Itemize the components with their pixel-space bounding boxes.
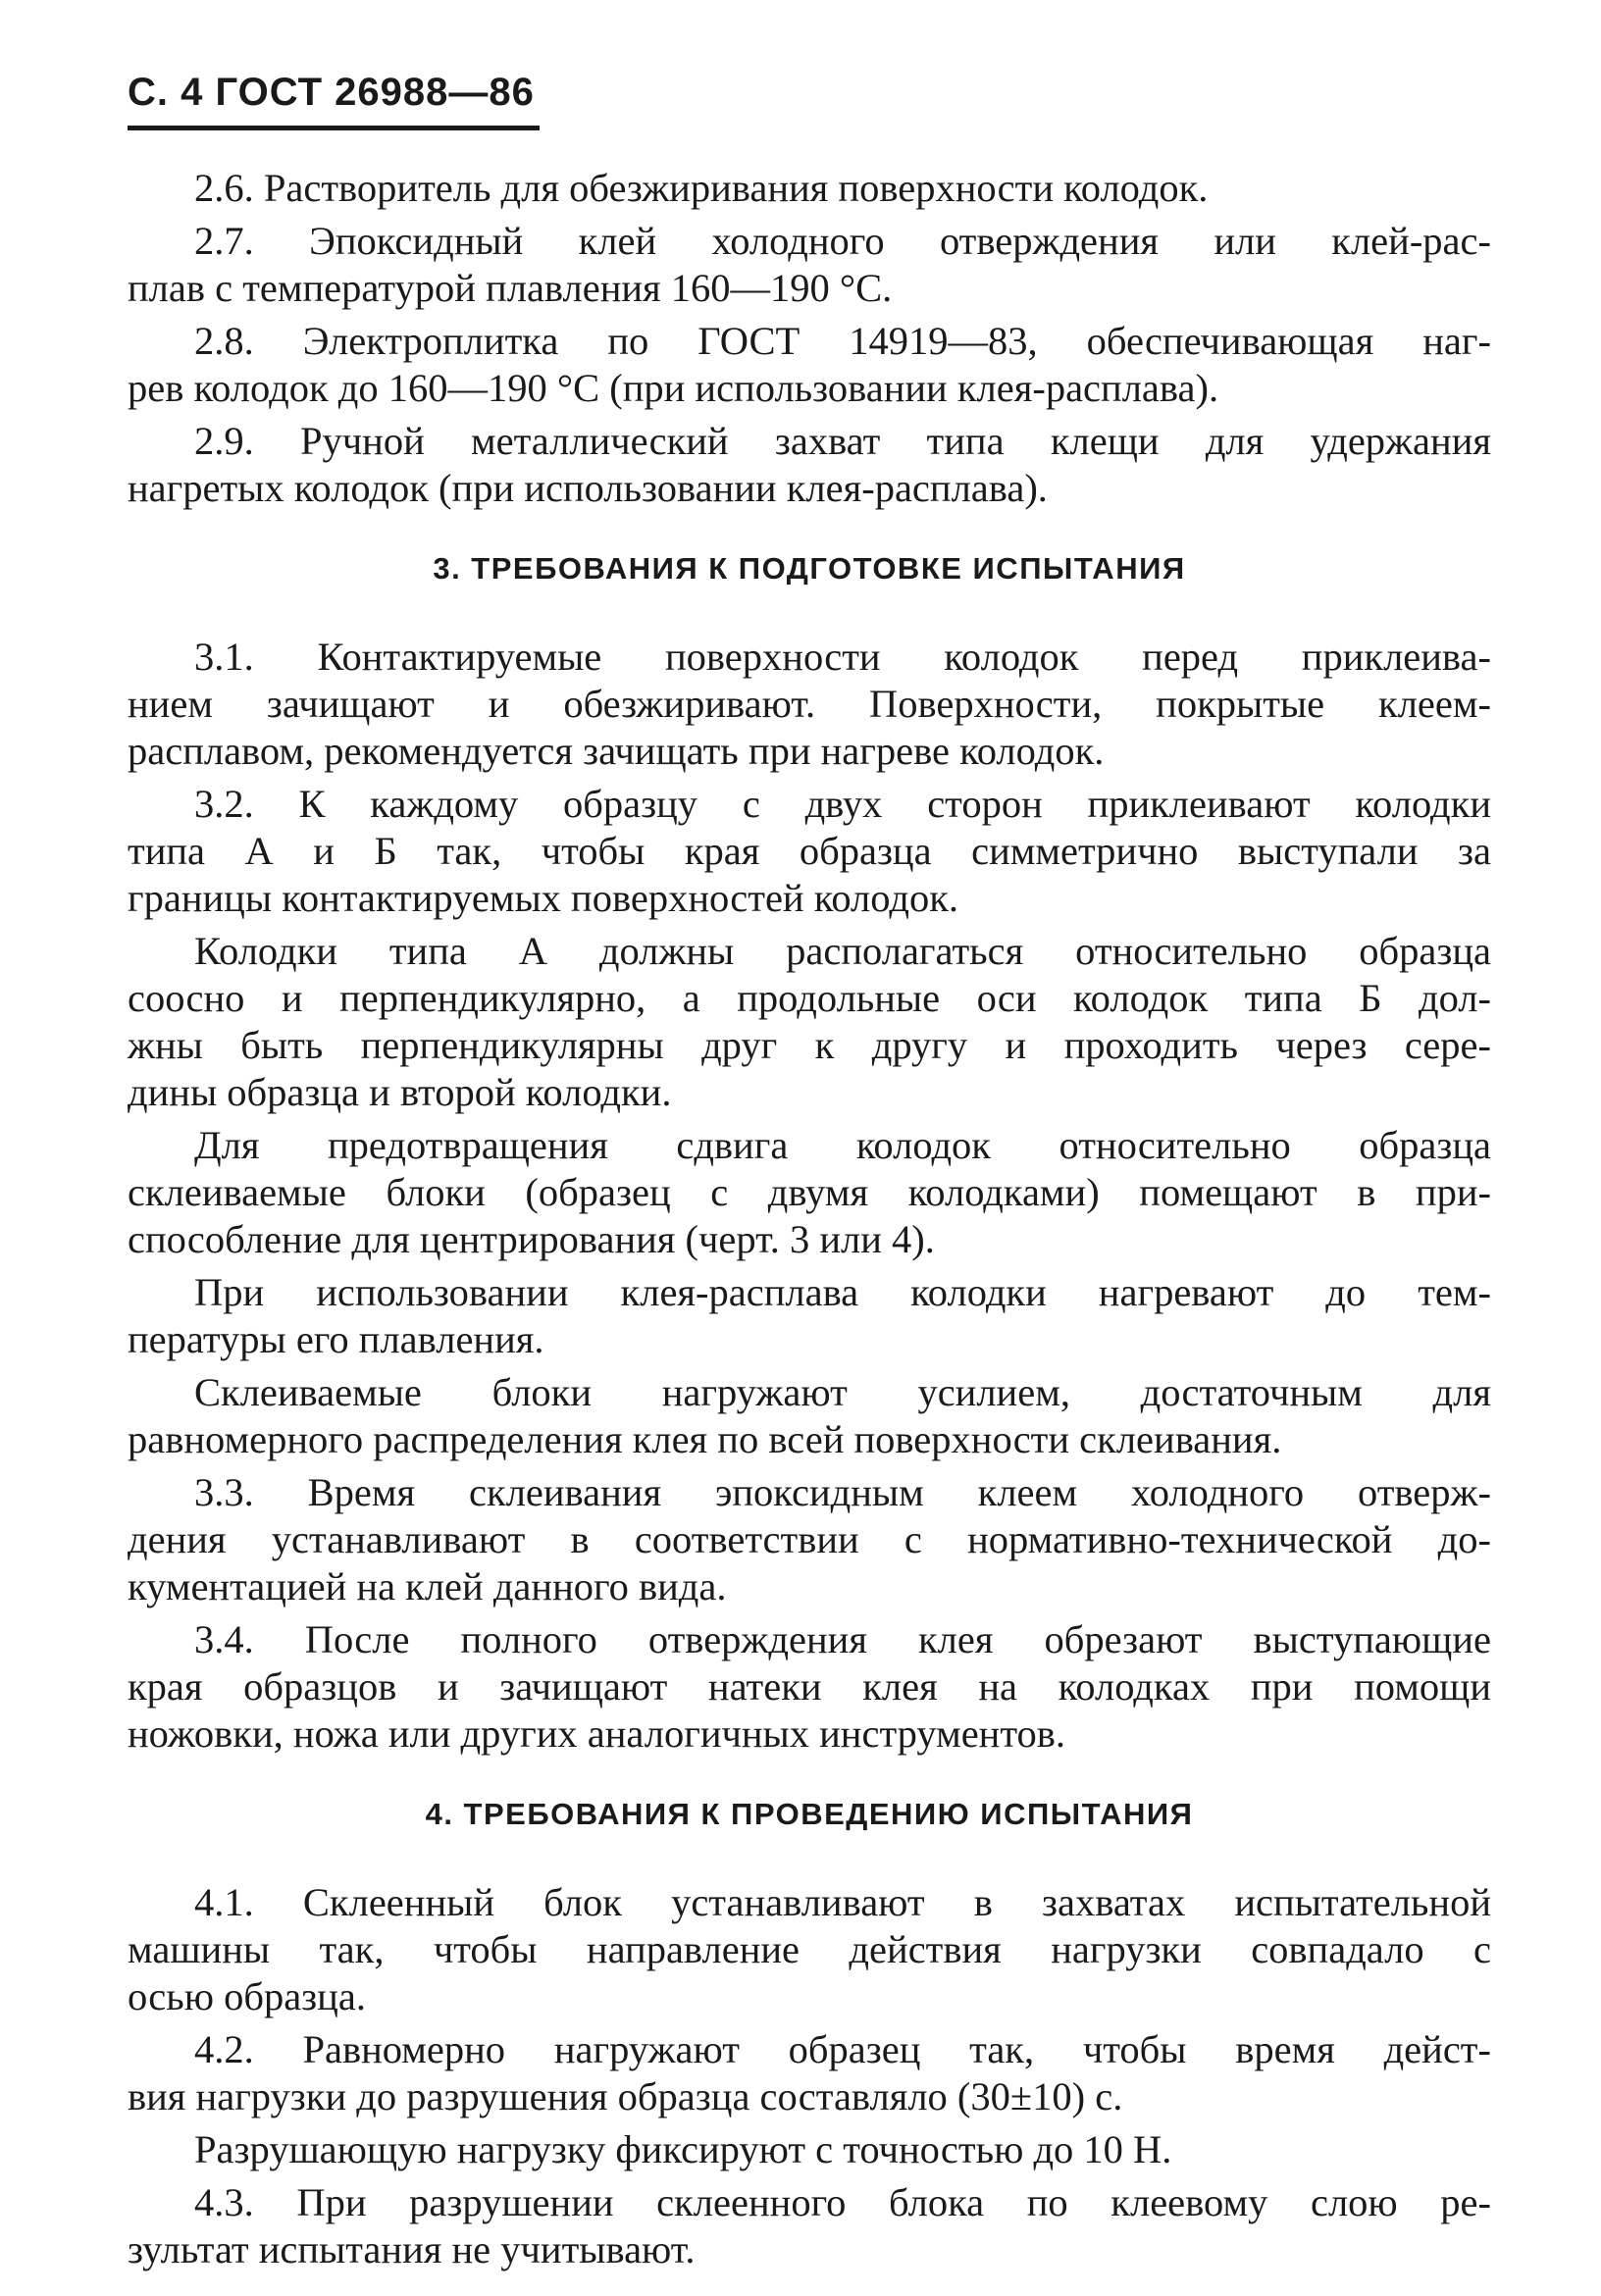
- paragraph: [128, 1122, 1491, 1263]
- text-line: плав с температурой плавления 160—190 °С.: [128, 266, 893, 310]
- text-line: расплавом, рекомендуется зачищать при нагреве колодок.: [128, 729, 1105, 773]
- text-line: типа А и Б так, чтобы края образца симметрично выступали за: [128, 829, 1491, 873]
- text-line: 4.3. При разрушении склеенного блока по клеевому слою ре-: [194, 2180, 1491, 2224]
- paragraph: [128, 218, 1491, 312]
- text-line: машины так, чтобы направление действия нагрузки совпадало с: [128, 1927, 1491, 1971]
- text-line: вия нагрузки до разрушения образца составляло (30±10) с.: [128, 2074, 1123, 2118]
- header-rule: [128, 126, 540, 130]
- text-line: 2.9. Ручной металлический захват типа клещи для удержания: [194, 419, 1491, 463]
- paragraph: [128, 2179, 1491, 2273]
- section-heading: 4. ТРЕБОВАНИЯ К ПРОВЕДЕНИЮ ИСПЫТАНИЯ: [425, 1797, 1194, 1831]
- text-line: нагретых колодок (при использовании клея-расплава).: [128, 466, 1048, 510]
- text-line: границы контактируемых поверхностей колодок.: [128, 876, 958, 920]
- paragraph: [128, 2026, 1491, 2120]
- paragraph: [128, 318, 1491, 412]
- text-line: Склеиваемые блоки нагружают усилием, достаточным для: [194, 1370, 1491, 1414]
- text-line: способление для центрирования (черт. 3 или 4).: [128, 1217, 935, 1261]
- paragraph: [128, 634, 1491, 775]
- text-line: 2.8. Электроплитка по ГОСТ 14919—83, обеспечивающая наг-: [194, 319, 1491, 363]
- paragraph: [128, 165, 1491, 212]
- paragraph: [128, 1879, 1491, 2020]
- text-line: пературы его плавления.: [128, 1317, 544, 1361]
- text-line: 2.6. Растворитель для обезжиривания поверхности колодок.: [194, 166, 1209, 210]
- text-line: края образцов и зачищают натеки клея на колодках при помощи: [128, 1664, 1491, 1709]
- text-line: рев колодок до 160—190 °С (при использовании клея-расплава).: [128, 366, 1219, 410]
- text-line: 3.2. К каждому образцу с двух сторон приклеивают колодки: [194, 782, 1491, 826]
- paragraph: [128, 928, 1491, 1116]
- text-line: ножовки, ножа или других аналогичных инструментов.: [128, 1711, 1066, 1756]
- paragraph: [128, 1469, 1491, 1610]
- text-line: При использовании клея-расплава колодки нагревают до тем-: [194, 1270, 1491, 1314]
- text-line: равномерного распределения клея по всей поверхности склеивания.: [128, 1417, 1282, 1461]
- text-line: осью образца.: [128, 1974, 366, 2018]
- text-line: 3.4. После полного отверждения клея обрезают выступающие: [194, 1617, 1491, 1661]
- text-line: склеиваемые блоки (образец с двумя колодками) помещают в при-: [128, 1170, 1491, 1214]
- text-line: жны быть перпендикулярны друг к другу и проходить через сере-: [128, 1023, 1491, 1067]
- page-header: С. 4 ГОСТ 26988—86: [128, 71, 535, 114]
- text-line: 4.1. Склеенный блок устанавливают в захватах испытательной: [194, 1880, 1491, 1924]
- text-line: 2.7. Эпоксидный клей холодного отверждения или клей-рас-: [194, 219, 1491, 263]
- paragraph: [128, 1616, 1491, 1758]
- section-heading: 3. ТРЕБОВАНИЯ К ПОДГОТОВКЕ ИСПЫТАНИЯ: [433, 551, 1186, 586]
- text-line: 4.2. Равномерно нагружают образец так, чтобы время дейст-: [194, 2027, 1491, 2071]
- text-line: 3.3. Время склеивания эпоксидным клеем холодного отверж-: [194, 1470, 1491, 1514]
- text-line: нием зачищают и обезжиривают. Поверхности, покрытые клеем-: [128, 682, 1491, 726]
- paragraph: [128, 2126, 1491, 2173]
- text-line: Колодки типа А должны располагаться относительно образца: [194, 929, 1491, 973]
- paragraph: [128, 418, 1491, 512]
- text-line: дения устанавливают в соответствии с нормативно-технической до-: [128, 1517, 1491, 1561]
- text-line: дины образца и второй колодки.: [128, 1070, 672, 1114]
- text-line: Для предотвращения сдвига колодок относительно образца: [194, 1123, 1491, 1167]
- paragraph: [128, 1269, 1491, 1363]
- text-line: 3.1. Контактируемые поверхности колодок перед приклеива-: [194, 635, 1491, 679]
- text-line: соосно и перпендикулярно, а продольные оси колодок типа Б дол-: [128, 976, 1491, 1020]
- paragraph: [128, 781, 1491, 922]
- text-line: зультат испытания не учитывают.: [128, 2227, 696, 2271]
- document-body: [128, 165, 1491, 2279]
- text-line: кументацией на клей данного вида.: [128, 1564, 727, 1608]
- text-line: Разрушающую нагрузку фиксируют с точностью до 10 Н.: [194, 2127, 1172, 2171]
- paragraph: [128, 1369, 1491, 1463]
